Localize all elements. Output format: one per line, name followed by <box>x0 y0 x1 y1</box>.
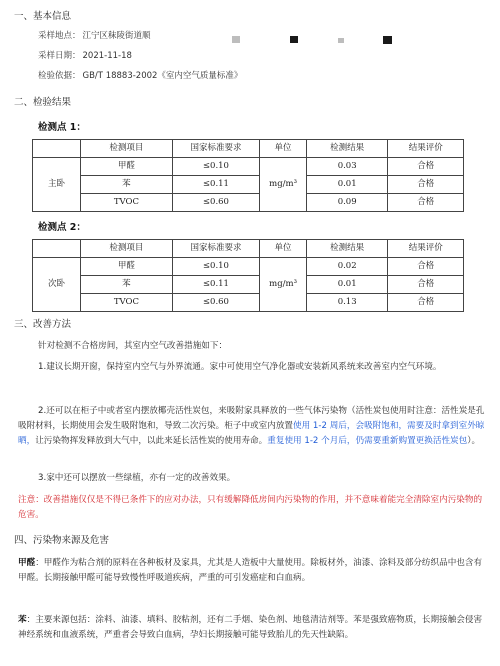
item-cell: 苯 <box>81 176 173 194</box>
section-basic-info-title: 一、基本信息 <box>14 11 72 22</box>
standard-cell: ≤0.60 <box>172 194 260 212</box>
method-2-text-e: ）。 <box>467 436 481 447</box>
result-cell: 0.01 <box>306 176 388 194</box>
item-cell: 甲醛 <box>81 158 173 176</box>
table-row <box>33 158 464 176</box>
table-cell <box>33 140 81 158</box>
table-row <box>33 258 464 276</box>
formaldehyde-text: ：甲醛作为粘合剂的原料在各种板材及家具，尤其是人造板中大量使用。除板材外，油漆、涂料及部分纺织品中也含有甲醛。长期接触甲醛可能导致慢性呼吸道疾病，严重的可引发癌症和白血病。 <box>18 558 483 584</box>
improvement-method-3: 3.家中还可以摆放一些绿植，亦有一定的改善效果。 <box>38 473 236 483</box>
eval-cell: 合格 <box>388 194 464 212</box>
standard-cell: ≤0.10 <box>172 158 260 176</box>
method-2-text-b: 使用 1-2 周后，会吸附饱和，需要及时拿到室外晾晒， <box>18 421 485 447</box>
table-header: 检测项目 <box>81 140 173 158</box>
redaction-mark <box>290 36 298 43</box>
improvement-method-1: 1.建议长期开窗，保持室内空气与外界流通。家中可使用空气净化器或安装新风系统来改善室内空气环境。 <box>38 362 442 372</box>
standard-cell: ≤0.11 <box>172 276 260 294</box>
unit-cell: mg/m³ <box>260 258 307 312</box>
benzene-paragraph <box>18 613 486 643</box>
improvement-method-2 <box>18 404 486 449</box>
item-cell: 苯 <box>81 276 173 294</box>
standard-cell: ≤0.11 <box>172 176 260 194</box>
eval-cell: 合格 <box>388 158 464 176</box>
table-row <box>33 276 464 294</box>
table-header: 单位 <box>260 140 307 158</box>
point-2-title: 检测点 2： <box>38 222 86 233</box>
inspection-basis <box>38 70 242 83</box>
table-cell <box>33 240 81 258</box>
sampling-date <box>38 50 132 63</box>
table-header: 国家标准要求 <box>172 140 260 158</box>
item-cell: 甲醛 <box>81 258 173 276</box>
formaldehyde-paragraph <box>18 556 486 586</box>
table-row <box>33 294 464 312</box>
benzene-text: ：主要来源包括：涂料、油漆、填料、胶粘剂，还有二手烟、染色剂、地毯清洁剂等。苯是强致癌物质，长期接触会侵害神经系统和血液系统，严重者会导致白血病，孕妇长期接触可能导致胎儿的先天性缺陷。 <box>18 615 483 641</box>
table-header-row <box>33 240 464 258</box>
item-cell: TVOC <box>81 194 173 212</box>
sampling-location-label: 采样地点： <box>38 31 81 41</box>
redaction-mark <box>383 36 392 44</box>
sampling-date-value: 2021-11-18 <box>82 51 132 61</box>
table-header: 国家标准要求 <box>172 240 260 258</box>
table-header: 检测项目 <box>81 240 173 258</box>
sampling-location-value: 江宁区秣陵街道顺 <box>82 31 151 41</box>
improvement-note: 注意：改善措施仅仅是不得已条件下的应对办法，只有缓解降低房间内污染物的作用，并不意味着能完全清除室内污染物的危害。 <box>18 495 483 521</box>
table-row <box>33 176 464 194</box>
result-cell: 0.13 <box>306 294 388 312</box>
formaldehyde-label: 甲醛 <box>18 558 36 568</box>
benzene-label: 苯 <box>18 615 27 625</box>
eval-cell: 合格 <box>388 276 464 294</box>
standard-cell: ≤0.10 <box>172 258 260 276</box>
table-header: 检测结果 <box>306 240 388 258</box>
section-results-title: 二、检验结果 <box>14 97 72 108</box>
table-header: 单位 <box>260 240 307 258</box>
improvement-intro: 针对检测不合格房间，其室内空气改善措施如下： <box>38 341 228 351</box>
unit-cell: mg/m³ <box>260 158 307 212</box>
method-2-text-c: 让污染物挥发释放到大气中，以此来延长活性炭的使用寿命。 <box>35 436 268 447</box>
result-cell: 0.09 <box>306 194 388 212</box>
section-improvement-title: 三、改善方法 <box>14 319 72 330</box>
redaction-mark <box>232 36 240 43</box>
results-table-point-2 <box>32 239 464 312</box>
table-header: 结果评价 <box>388 140 464 158</box>
standard-cell: ≤0.60 <box>172 294 260 312</box>
inspection-basis-label: 检验依据： <box>38 71 81 81</box>
eval-cell: 合格 <box>388 176 464 194</box>
result-cell: 0.02 <box>306 258 388 276</box>
eval-cell: 合格 <box>388 294 464 312</box>
eval-cell: 合格 <box>388 258 464 276</box>
result-cell: 0.01 <box>306 276 388 294</box>
location-cell: 次卧 <box>33 258 81 312</box>
results-table-point-1 <box>32 139 464 212</box>
item-cell: TVOC <box>81 294 173 312</box>
method-2-text-d: 重复使用 1-2 个月后，仍需要重新购置更换活性炭包 <box>267 436 468 447</box>
table-header-row <box>33 140 464 158</box>
result-cell: 0.03 <box>306 158 388 176</box>
table-header: 结果评价 <box>388 240 464 258</box>
sampling-location <box>38 30 151 43</box>
method-2-text-a: 2.还可以在柜子中或者室内摆放椰壳活性炭包，来吸附家具释放的一些气体污染物（活性炭包使用时注意：活性炭是孔吸附材料，长期使用会发生吸附饱和，导致二次污染。柜子中或室内放置 <box>18 406 485 432</box>
section-pollutants-title: 四、污染物来源及危害 <box>14 535 110 546</box>
point-1-title: 检测点 1： <box>38 122 86 133</box>
table-row <box>33 194 464 212</box>
sampling-date-label: 采样日期： <box>38 51 81 61</box>
location-cell: 主卧 <box>33 158 81 212</box>
table-header: 检测结果 <box>306 140 388 158</box>
inspection-basis-value: GB/T 18883-2002《室内空气质量标准》 <box>82 71 243 81</box>
redaction-mark <box>338 38 344 43</box>
